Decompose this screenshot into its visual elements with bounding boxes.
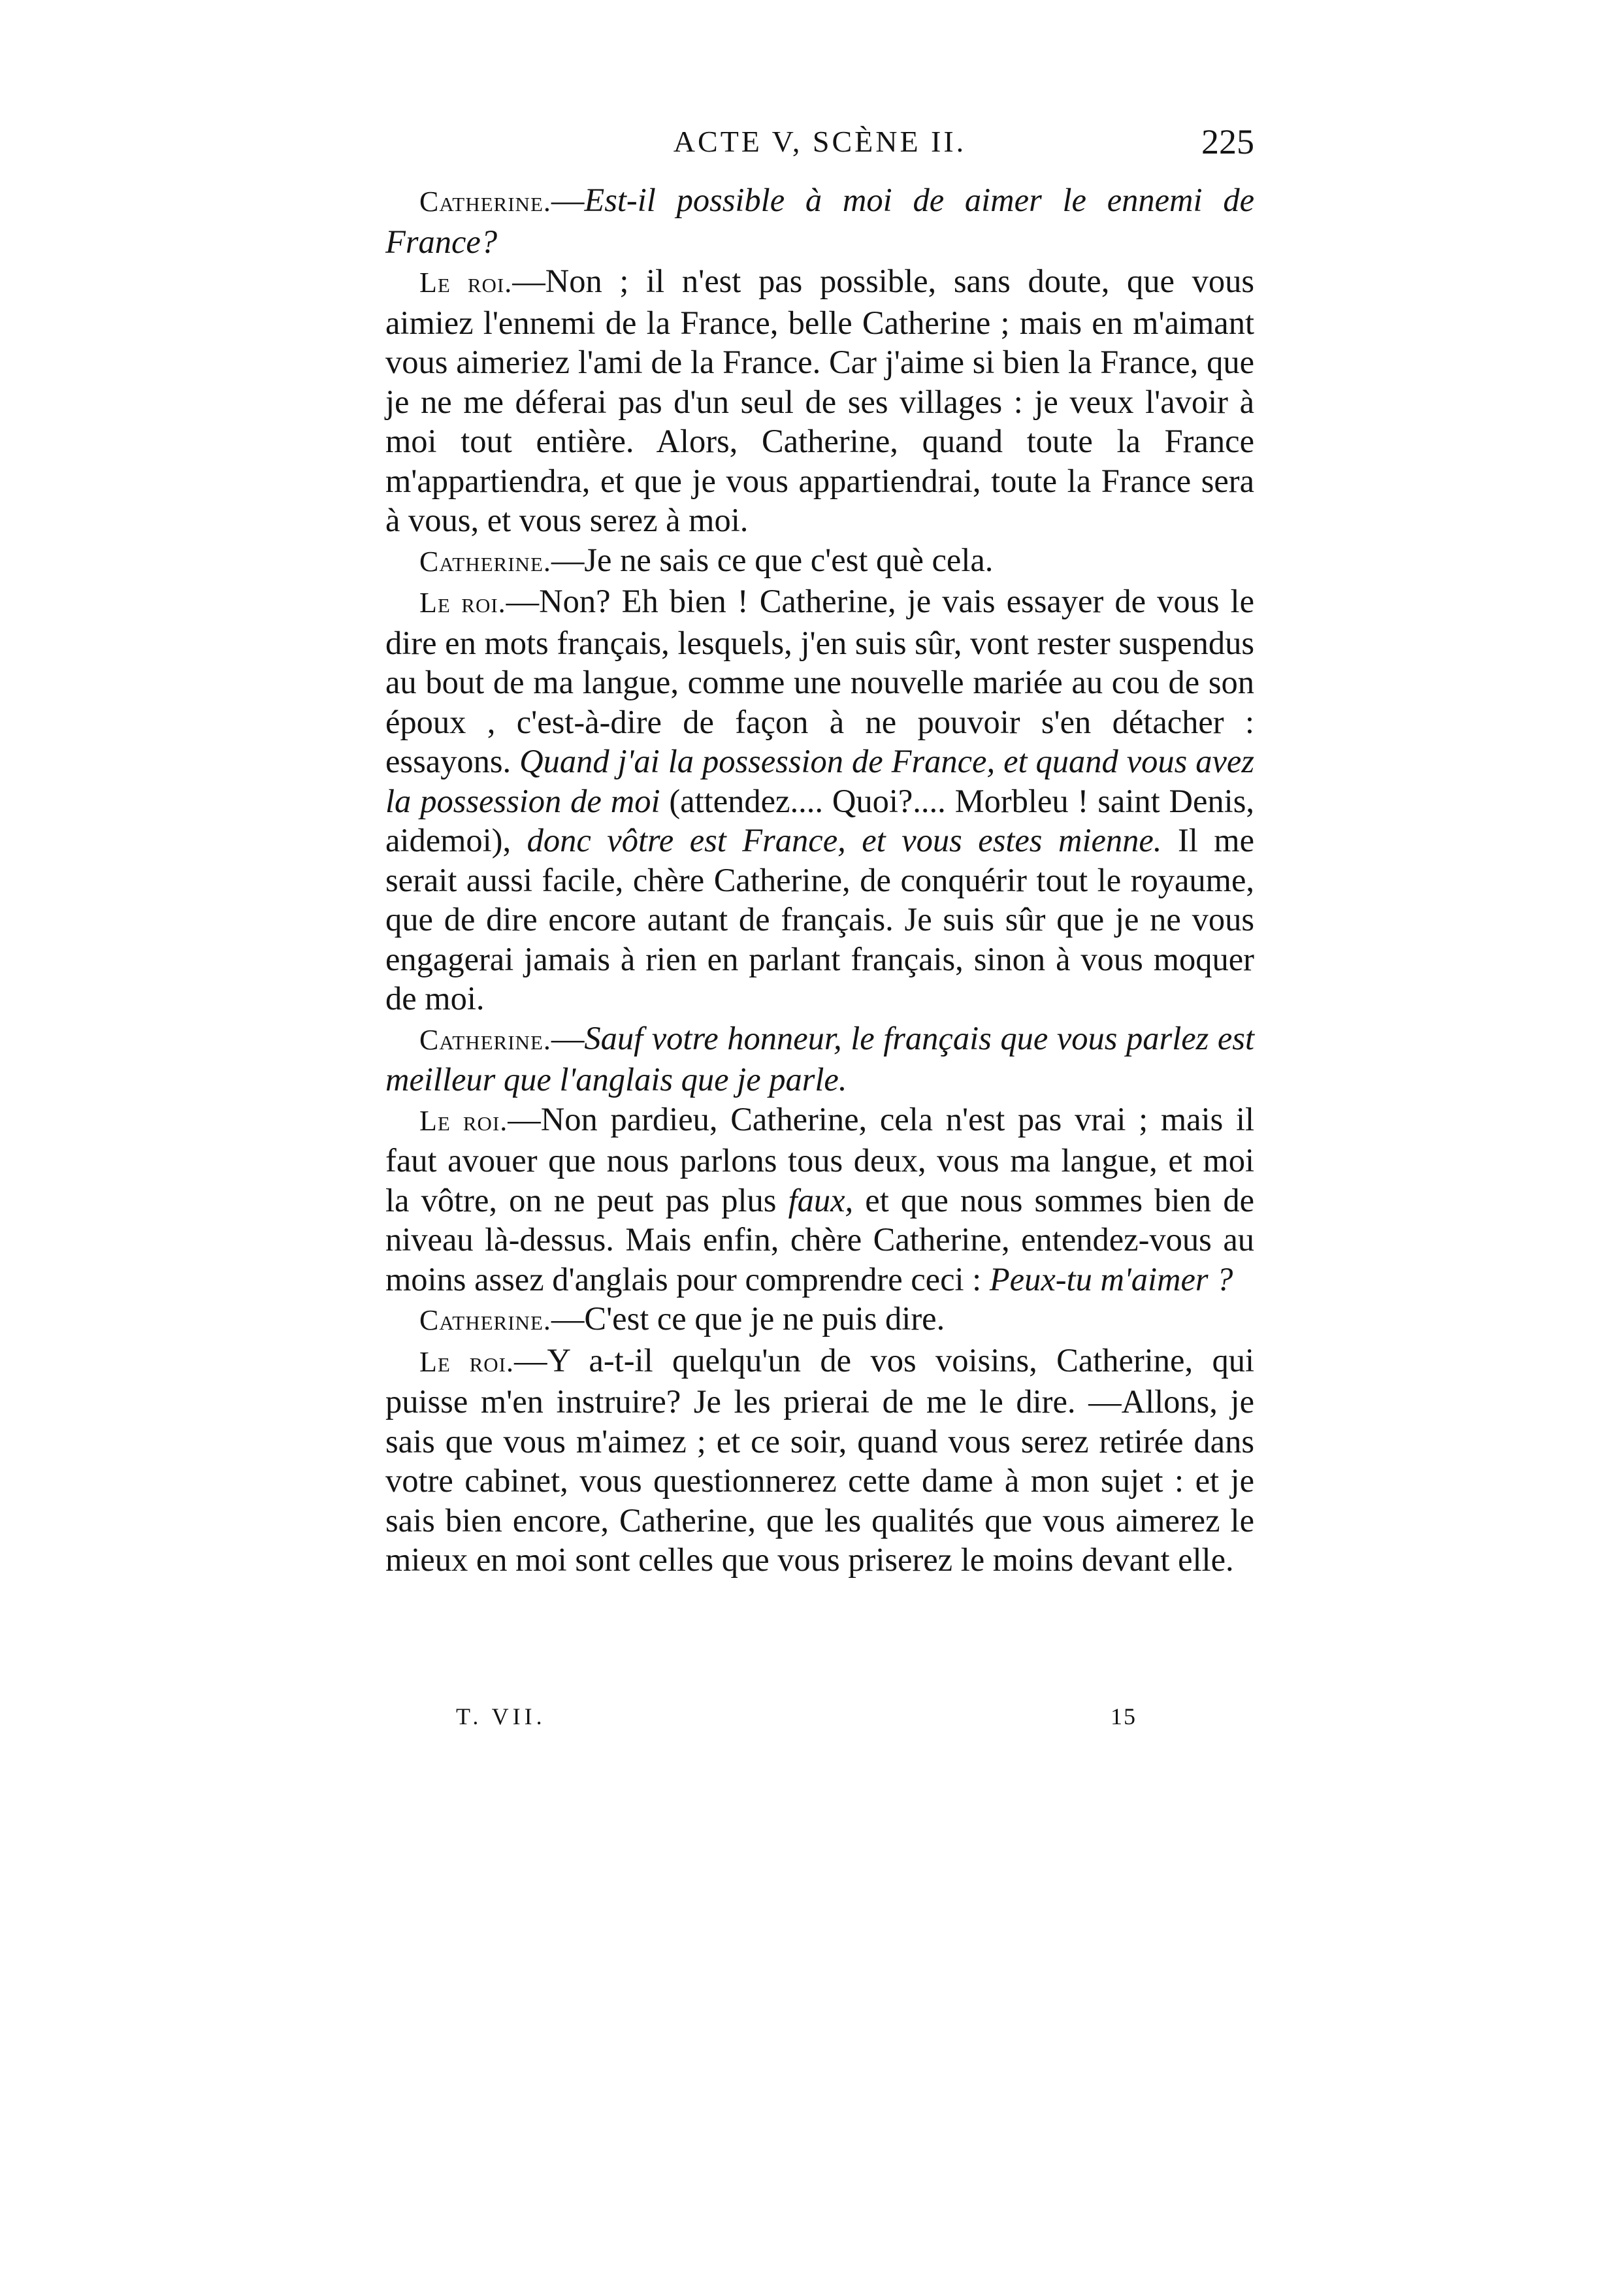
speaker-name: Catherine. [419, 186, 551, 218]
speech-text: — [551, 1019, 585, 1057]
speaker-name: Le roi. [419, 587, 506, 619]
speech-text: —C'est ce que je ne puis dire. [551, 1300, 945, 1337]
speech-text: et que nous sommes bien de niveau là-dessus. Mais enfin, chère Catherine, entendez-vous au moins assez d'anglais pour comprendre ceci : [385, 1181, 1254, 1298]
speech-text: Il me serait aussi facile, chère Catherine, de conquérir tout le royaume, que de dire encore autant de français. Je suis sûr que je ne vous engagerai jamais à rien en parlant français, sinon à vous moquer de moi. [385, 822, 1254, 1017]
signature-mark-number: 15 [1111, 1703, 1137, 1729]
dialogue-paragraph [385, 1100, 1254, 1300]
page-footer [385, 1703, 1254, 1742]
page-number: 225 [1201, 122, 1254, 161]
speaker-name: Le roi. [419, 267, 513, 299]
speech-text: — [551, 182, 585, 218]
italic-speech: Est-il possible à moi de aimer le ennemi de France? [385, 182, 1254, 260]
dialogue-paragraph [385, 1341, 1254, 1580]
italic-speech: faux, [788, 1181, 854, 1219]
speech-text: —Y a-t-il quelqu'un de vos voisins, Catherine, qui puisse m'en instruire? Je les prierai de me le dire. —Allons, je sais que vous m'aimez ; et ce soir, quand vous serez retirée dans votre cabinet, vous questionnerez cette dame à mon sujet : et je sais bien encore, Catherine, que les qualités que vous aimerez le mieux en moi sont celles que vous priserez le moins devant elle. [385, 1341, 1254, 1578]
running-head: ACTE V, SCÈNE II. [673, 125, 967, 158]
italic-speech: Sauf votre honneur, le français que vous parlez est meilleur que l'anglais que je parle. [385, 1019, 1254, 1098]
dialogue-paragraph [385, 582, 1254, 1019]
speech-text: —Je ne sais ce que c'est què cela. [551, 541, 994, 578]
dialogue-paragraph [385, 1019, 1254, 1100]
dialogue-paragraph [385, 261, 1254, 540]
speaker-name: Catherine. [419, 545, 551, 578]
signature-mark-volume: T. VII. [456, 1703, 546, 1729]
speech-text: —Non pardieu, Catherine, cela n'est pas vrai ; mais il faut avouer que nous parlons tous deux, vous ma langue, et moi la vôtre, on ne peut pas plus [385, 1100, 1255, 1219]
body-text [385, 180, 1254, 1580]
italic-speech: Quand j'ai la possession de France, et quand vous avez la possession de moi [385, 743, 1255, 819]
speaker-name: Le roi. [419, 1345, 514, 1378]
dialogue-paragraph [385, 180, 1254, 261]
speaker-name: Catherine. [419, 1304, 551, 1336]
speech-text: (attendez.... Quoi?.... Morbleu ! saint Denis, aidemoi), [385, 782, 1254, 859]
speech-text: —Non ; il n'est pas possible, sans doute, que vous aimiez l'ennemi de la France, belle Catherine ; mais en m'aimant vous aimeriez l'ami de la France. Car j'aime si bien la France, que je ne me déferai pas d'un seul de ses villages : je veux l'avoir à moi tout entière. Alors, Catherine, quand toute la France m'appartiendra, et que je vous appartiendrai, toute la France sera à vous, et vous serez à moi. [385, 263, 1254, 538]
italic-speech: donc vôtre est France, et vous estes mienne. [527, 822, 1162, 859]
dialogue-paragraph [385, 540, 1254, 582]
speaker-name: Catherine. [419, 1023, 551, 1056]
page-header [385, 124, 1254, 170]
italic-speech: Peux-tu m'aimer ? [989, 1260, 1233, 1298]
speech-text: —Non? Eh bien ! Catherine, je vais essayer de vous le dire en mots français, lesquels, j'en suis sûr, vont rester suspendus au bout de ma langue, comme une nouvelle mariée au cou de son époux , c'est-à-dire de façon à ne pouvoir s'en détacher : essayons. [385, 583, 1254, 779]
dialogue-paragraph [385, 1299, 1254, 1341]
speaker-name: Le roi. [419, 1104, 508, 1137]
